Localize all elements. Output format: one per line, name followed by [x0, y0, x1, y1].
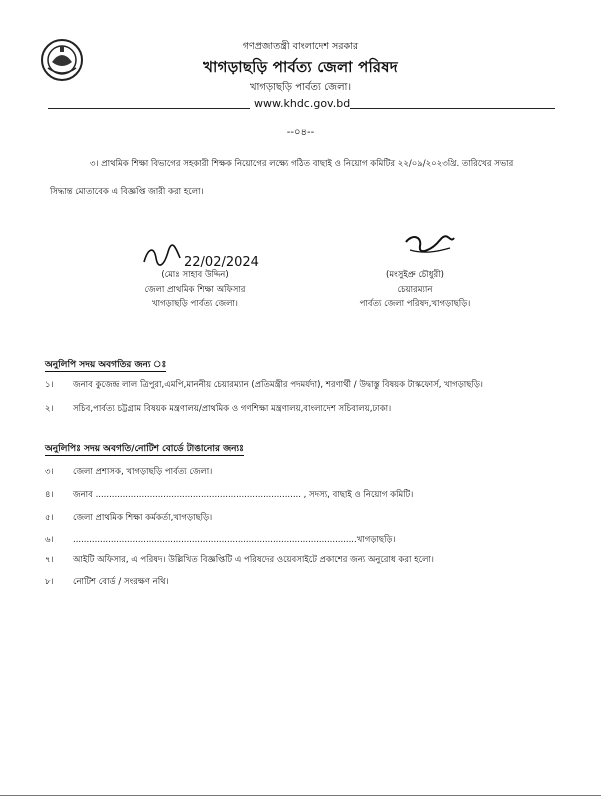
- header-divider-right: [350, 108, 555, 109]
- body-paragraph-line1: ৩। প্রাথমিক শিক্ষা বিভাগের সহকারী শিক্ষক নিয়োগের লক্ষ্যে গঠিত বাছাই ও নিয়োগ কমিটির ২২/০৯/২০২৩খ্রি. তারিখের সভার: [90, 159, 514, 169]
- left-signature-block: [115, 268, 275, 312]
- signatory-location: পার্বত্য জেলা পরিষদ,খাগড়াছড়ি।: [359, 299, 471, 309]
- signatory-name: (মংসুইপ্রু চৌধুরী): [386, 270, 444, 280]
- copies-info-heading: অনুলিপি সদয় অবগতির জন্য ঃ: [45, 360, 167, 370]
- district-title: খাগড়াছড়ি পার্বত্য জেলা।: [249, 82, 352, 93]
- list-item: ২। সচিব,পার্বত্য চট্টগ্রাম বিষয়ক মন্ত্রণালয়/প্রাথমিক ও গণশিক্ষা মন্ত্রণালয়,বাংলাদেশ সচিবালয়,ঢাকা।: [45, 404, 392, 414]
- council-title: খাগড়াছড়ি পার্বত্য জেলা পরিষদ: [203, 58, 398, 76]
- list-item: ৮। নোটিশ বোর্ড / সংরক্ষণ নথি।: [45, 577, 169, 587]
- page-number: --০৪--: [286, 127, 315, 138]
- page-bottom-edge: [0, 795, 601, 796]
- list-item: ১। জনাব কুজেন্দ্র লাল ত্রিপুরা,এমপি,মাননীয় চেয়ারম্যান (প্রতিমন্ত্রীর পদমর্যদা), শরণার্থী / উদ্বাস্তু বিষয়ক টাস্কফোর্স, খাগড়াছড়ি।: [45, 380, 483, 390]
- right-handwritten-signature: [400, 230, 460, 264]
- copies-notice-heading: অনুলিপিঃ সদয় অবগতি/নোটিশ বোর্ডে টাঙানোর জন্যঃ: [45, 444, 244, 454]
- right-signature-block: [340, 268, 490, 312]
- list-item: ৪। জনাব ............................................................................ , সদস্য, বাছাই ও নিয়োগ কমিটি।: [45, 490, 414, 500]
- signatory-location: খাগড়াছড়ি পার্বত্য জেলা।: [152, 299, 238, 309]
- government-title: গণপ্রজাতন্ত্রী বাংলাদেশ সরকার: [242, 41, 359, 52]
- body-paragraph-line2: সিদ্ধান্ত মোতাবেক এ বিজ্ঞপ্তি জারী করা হলো।: [50, 187, 204, 197]
- website-link[interactable]: www.khdc.gov.bd: [254, 97, 351, 110]
- svg-text:22/02/2024: 22/02/2024: [184, 255, 259, 270]
- list-item: ৬। .........................................................................................................খাগড়াছড়ি।: [45, 535, 396, 545]
- header-divider-left: [48, 108, 250, 109]
- list-item: ৩। জেলা প্রশাসক, খাগড়াছড়ি পার্বত্য জেলা।: [45, 467, 213, 477]
- list-item: ৭। আইটি অফিসার, এ পরিষদ। উল্লিখিত বিজ্ঞপ্তিটি এ পরিষদের ওয়েবসাইটে প্রকাশের জন্য অনুরোধ করা হলো।: [45, 555, 434, 565]
- signatory-name: (মোঃ সাহাব উদ্দিন): [161, 270, 229, 280]
- signatory-designation: জেলা প্রাথমিক শিক্ষা অফিসার: [144, 284, 246, 295]
- list-item: ৫। জেলা প্রাথমিক শিক্ষা কর্মকর্তা,খাগড়াছড়ি।: [45, 513, 213, 523]
- signatory-designation: চেয়ারম্যান: [397, 284, 433, 295]
